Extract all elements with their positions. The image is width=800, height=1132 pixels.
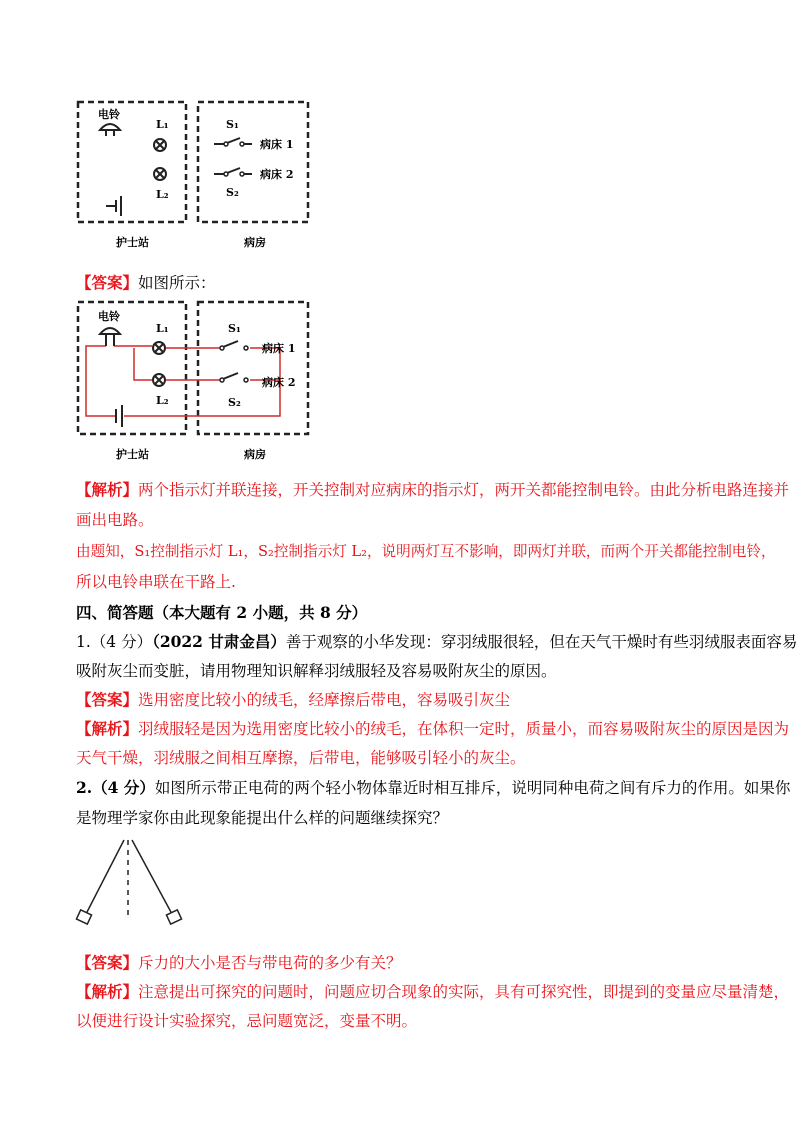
answer1-line xyxy=(76,273,216,293)
q2-number: 2.（4 分） xyxy=(76,778,155,797)
l1-label: L₁ xyxy=(156,118,169,131)
l2-label: L₂ xyxy=(156,394,169,407)
analysis-tag: 【解析】 xyxy=(76,480,139,499)
s1-label: S₁ xyxy=(228,322,241,335)
nurse-station-caption: 护士站 xyxy=(116,236,149,249)
answer-text: 如图所示： xyxy=(138,274,216,292)
ward-box xyxy=(198,302,308,434)
analysis1-line4: 所以电铃串联在干路上. xyxy=(76,573,236,591)
q2-answer: 【答案】斥力的大小是否与带电荷的多少有关？ xyxy=(76,953,402,972)
q1-line2: 吸附灰尘而变脏，请用物理知识解释羽绒服轻及容易吸附灰尘的原因。 xyxy=(76,662,557,680)
bed2-label: 病床 2 xyxy=(260,168,294,181)
q1-number: 1.（4 分） xyxy=(76,633,153,651)
s1-label: S₁ xyxy=(226,118,239,131)
analysis1-line1: 【解析】两个指示灯并联连接，开关控制对应病床的指示灯，两开关都能控制电铃。由此分析电路连接并 xyxy=(76,480,790,499)
analysis1-line3: 由题知，S₁控制指示灯 L₁，S₂控制指示灯 L₂，说明两灯互不影响，即两灯并联，而两个开关都能控制电铃， xyxy=(76,543,776,560)
nurse-station-caption: 护士站 xyxy=(116,448,149,461)
left-thread xyxy=(86,840,124,914)
q2-analysis-line1: 【解析】注意提出可探究的问题时，问题应切合现象的实际，具有可探究性，即提到的变量应尽量清楚， xyxy=(76,982,790,1001)
q2-analysis-line2: 以便进行设计实验探究，忌问题宽泛，变量不明。 xyxy=(76,1012,418,1030)
q1-analysis-line1: 【解析】羽绒服轻是因为选用密度比较小的绒毛，在体积一定时，质量小，而容易吸附灰尘的原因是因为 xyxy=(76,719,790,738)
lamp-l1-icon xyxy=(154,139,166,151)
left-charged-object xyxy=(76,910,91,924)
circuit-wires xyxy=(86,346,280,416)
q1-source: （2022 甘肃金昌） xyxy=(152,632,286,651)
ward-caption: 病房 xyxy=(244,236,266,249)
analysis1-line2: 画出电路。 xyxy=(76,511,154,529)
figure-repelling-charges xyxy=(76,838,196,938)
q1-answer: 【答案】选用密度比较小的绒毛，经摩擦后带电，容易吸引灰尘 xyxy=(76,690,511,709)
l1-label: L₁ xyxy=(156,322,169,335)
figure-circuit-problem xyxy=(76,96,316,256)
switch-s2-icon xyxy=(220,373,248,382)
q2-line1: 2.（4 分）如图所示带正电荷的两个轻小物体靠近时相互排斥，说明同种电荷之间有斥力的作用。如果你 xyxy=(76,778,791,797)
lamp-l1-icon xyxy=(153,342,165,354)
bed2-label: 病床 2 xyxy=(262,376,296,389)
nurse-station-box xyxy=(78,302,186,434)
bell-icon xyxy=(100,328,120,346)
bell-label: 电铃 xyxy=(98,310,120,323)
nurse-station-box xyxy=(78,102,186,222)
lamp-l2-icon xyxy=(153,374,165,386)
lamp-l2-icon xyxy=(154,168,166,180)
q2-line2: 是物理学家你由此现象能提出什么样的问题继续探究？ xyxy=(76,809,449,827)
bell-label: 电铃 xyxy=(98,108,120,121)
s2-label: S₂ xyxy=(226,186,239,199)
figure-circuit-answer xyxy=(76,298,316,468)
bed1-label: 病床 1 xyxy=(262,342,296,355)
s2-label: S₂ xyxy=(228,396,241,409)
q1-analysis-line2: 天气干燥，羽绒服之间相互摩擦，后带电，能够吸引轻小的灰尘。 xyxy=(76,749,526,767)
switch-s2-icon xyxy=(214,168,252,176)
battery-icon xyxy=(116,405,122,427)
switch-s1-icon xyxy=(214,138,252,146)
ward-caption: 病房 xyxy=(244,448,266,461)
section-heading: 四、简答题（本大题有 2 小题，共 8 分） xyxy=(76,603,368,622)
answer-tag: 【答案】 xyxy=(76,273,139,292)
battery-icon xyxy=(106,196,121,216)
right-thread xyxy=(132,840,172,914)
l2-label: L₂ xyxy=(156,188,169,201)
bed1-label: 病床 1 xyxy=(260,138,294,151)
switch-s1-icon xyxy=(220,341,248,350)
bell-icon xyxy=(100,124,120,136)
q1-line1: 1.（4 分）（2022 甘肃金昌）善于观察的小华发现：穿羽绒服很轻，但在天气干燥时有些羽绒服表面容易 xyxy=(76,632,798,651)
ward-box xyxy=(198,102,308,222)
right-charged-object xyxy=(166,910,181,924)
